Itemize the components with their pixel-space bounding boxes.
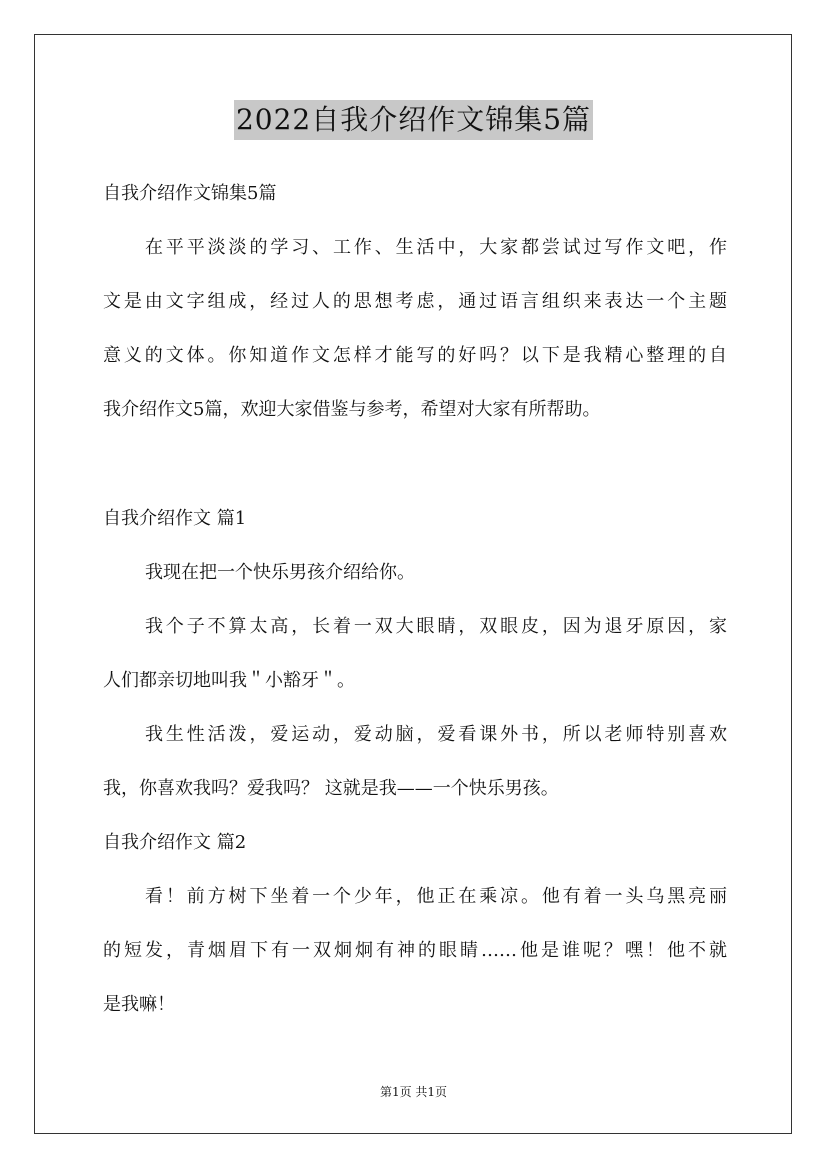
document-title: 2022自我介绍作文锦集5篇: [234, 100, 593, 140]
title-container: [0, 100, 827, 140]
intro-line: 在平平淡淡的学习、工作、生活中，大家都尝试过写作文吧，作: [145, 237, 727, 258]
subtitle: 自我介绍作文锦集5篇: [103, 183, 277, 204]
paragraph-line: 是我嘛！: [103, 994, 175, 1015]
paragraph-line: 我生性活泼，爱运动，爱动脑，爱看课外书，所以老师特别喜欢: [145, 724, 727, 745]
intro-line: 文是由文字组成，经过人的思想考虑，通过语言组织来表达一个主题: [103, 291, 727, 312]
section-heading-2: 自我介绍作文 篇2: [103, 832, 247, 853]
intro-line: 我介绍作文5篇，欢迎大家借鉴与参考，希望对大家有所帮助。: [103, 399, 601, 420]
paragraph-line: 看！前方树下坐着一个少年，他正在乘凉。他有着一头乌黑亮丽: [145, 886, 727, 907]
paragraph-line: 我，你喜欢我吗？爱我吗？ 这就是我——一个快乐男孩。: [103, 778, 559, 799]
section-heading-1: 自我介绍作文 篇1: [103, 508, 247, 529]
paragraph-line: 人们都亲切地叫我＂小豁牙＂。: [103, 670, 355, 691]
paragraph-line: 我现在把一个快乐男孩介绍给你。: [145, 562, 415, 583]
page-footer: 第1页 共1页: [379, 1085, 448, 1099]
intro-line: 意义的文体。你知道作文怎样才能写的好吗？以下是我精心整理的自: [103, 345, 727, 366]
paragraph-line: 的短发，青烟眉下有一双炯炯有神的眼睛……他是谁呢？嘿！他不就: [103, 940, 727, 961]
paragraph-line: 我个子不算太高，长着一双大眼睛，双眼皮，因为退牙原因，家: [145, 616, 727, 637]
